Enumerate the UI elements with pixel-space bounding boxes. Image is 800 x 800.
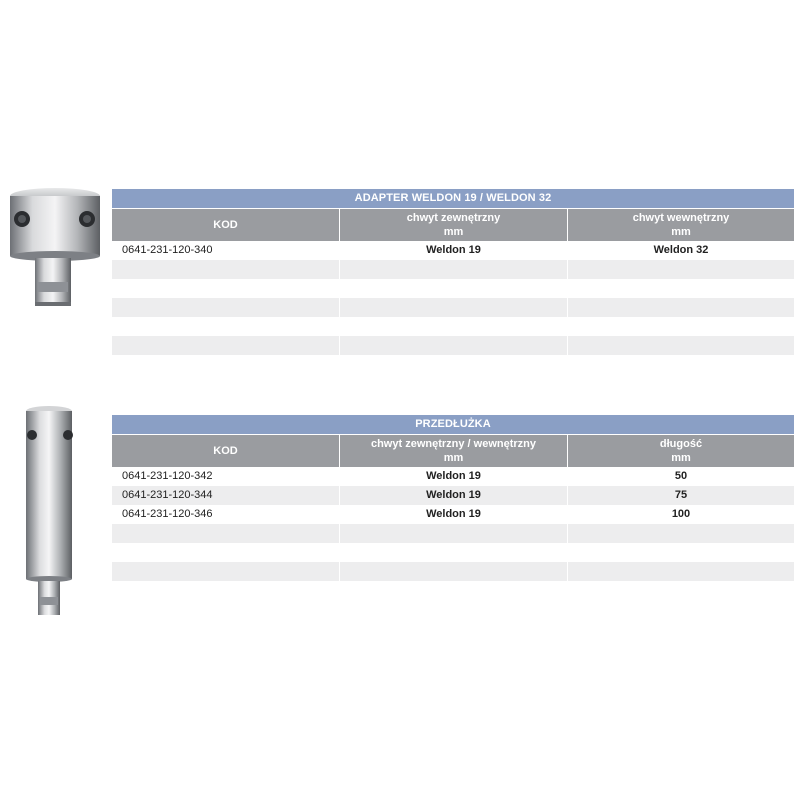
header-inner-shank (567, 209, 794, 241)
cell-code (112, 336, 339, 355)
cell-inner-shank (567, 317, 794, 336)
table-row (112, 486, 794, 505)
cell-shank (339, 581, 567, 600)
table-row (112, 581, 794, 600)
header-unit: mm (671, 452, 691, 464)
header-code-label: KOD (213, 445, 238, 457)
cell-outer-shank (339, 260, 567, 279)
cell-code (112, 543, 339, 562)
table-header (112, 435, 794, 467)
cell-outer-shank (339, 298, 567, 317)
cell-outer-shank (339, 336, 567, 355)
cell-length (567, 562, 794, 581)
cell-inner-shank: Weldon 32 (567, 241, 794, 260)
cell-length: 75 (567, 486, 794, 505)
cell-inner-shank (567, 279, 794, 298)
cell-code: 0641-231-120-344 (122, 489, 213, 501)
header-unit: mm (443, 226, 464, 238)
table-row (112, 279, 794, 298)
header-outer-shank (339, 209, 567, 241)
cell-code (112, 581, 339, 600)
adapter-image (0, 182, 112, 312)
cell-length: 100 (567, 505, 794, 524)
table-row (112, 298, 794, 317)
cell-code (112, 524, 339, 543)
table-header (112, 209, 794, 241)
adapter-table (112, 189, 794, 355)
cell-length (567, 543, 794, 562)
cell-code: 0641-231-120-340 (122, 244, 213, 256)
extension-table (112, 415, 794, 600)
cell-length: 50 (567, 467, 794, 486)
header-length (567, 435, 794, 467)
header-code-label: KOD (213, 219, 238, 231)
table-title: PRZEDŁUŻKA (112, 415, 794, 434)
header-code (112, 435, 339, 467)
header-code (112, 209, 339, 241)
cell-code (112, 260, 339, 279)
cell-shank: Weldon 19 (339, 467, 567, 486)
header-label: chwyt zewnętrzny (406, 212, 501, 224)
table-row (112, 543, 794, 562)
cell-inner-shank (567, 260, 794, 279)
table-row (112, 505, 794, 524)
cell-outer-shank (339, 279, 567, 298)
table-row (112, 317, 794, 336)
cell-outer-shank (339, 317, 567, 336)
cell-length (567, 524, 794, 543)
cell-code (112, 279, 339, 298)
cell-shank (339, 543, 567, 562)
table-row (112, 336, 794, 355)
table-row (112, 524, 794, 543)
table-row (112, 467, 794, 486)
header-unit: mm (443, 452, 464, 464)
cell-inner-shank (567, 336, 794, 355)
table-row (112, 241, 794, 260)
cell-outer-shank: Weldon 19 (339, 241, 567, 260)
cell-length (567, 581, 794, 600)
cell-shank: Weldon 19 (339, 486, 567, 505)
cell-inner-shank (567, 298, 794, 317)
cell-code: 0641-231-120-346 (122, 508, 213, 520)
cell-shank: Weldon 19 (339, 505, 567, 524)
cell-code (112, 562, 339, 581)
header-shank (339, 435, 567, 467)
cell-shank (339, 562, 567, 581)
cell-code: 0641-231-120-342 (122, 470, 213, 482)
table-row (112, 562, 794, 581)
table-row (112, 260, 794, 279)
cell-code (112, 298, 339, 317)
extension-image (18, 405, 80, 620)
cell-shank (339, 524, 567, 543)
cell-code (112, 317, 339, 336)
header-label: długość (659, 438, 703, 450)
header-label: chwyt wewnętrzny (632, 212, 730, 224)
table-title: ADAPTER WELDON 19 / WELDON 32 (112, 189, 794, 208)
header-unit: mm (671, 226, 691, 238)
header-label: chwyt zewnętrzny / wewnętrzny (370, 438, 537, 450)
